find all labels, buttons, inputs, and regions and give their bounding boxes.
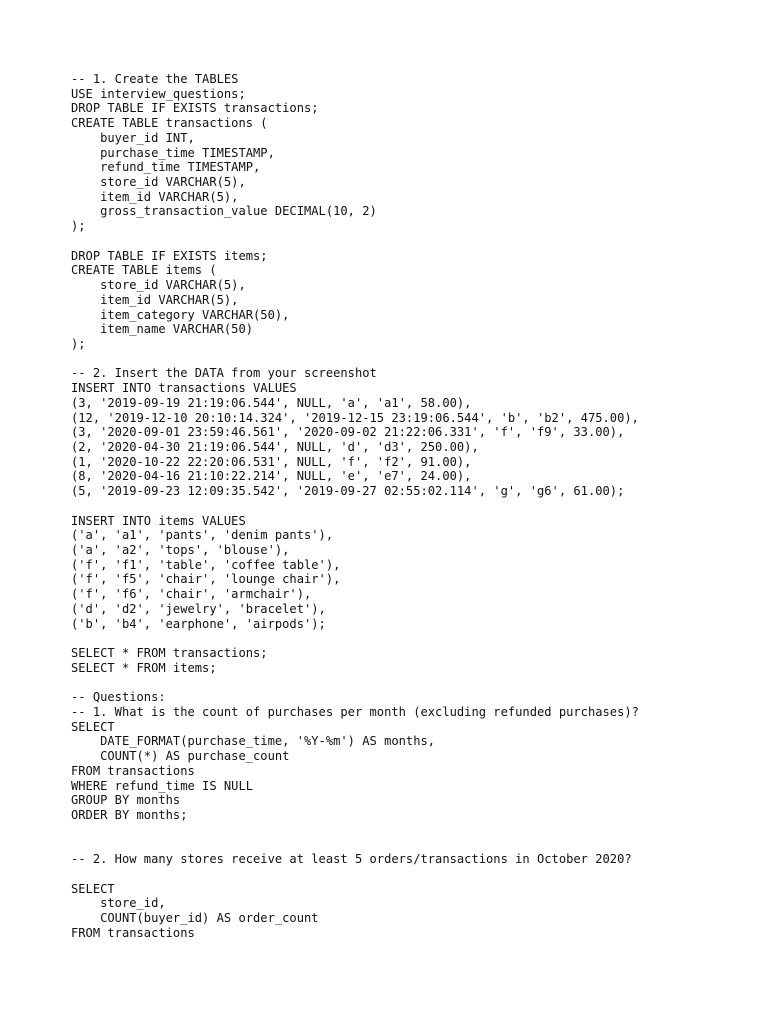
code-line: SELECT * FROM transactions; <box>71 646 268 661</box>
sql-code-block <box>71 72 639 940</box>
code-line: gross_transaction_value DECIMAL(10, 2) <box>71 204 377 219</box>
code-line: SELECT <box>71 881 115 896</box>
code-line: ); <box>71 336 86 351</box>
code-line <box>71 631 639 646</box>
code-line: FROM transactions <box>71 763 195 778</box>
code-line: COUNT(*) AS purchase_count <box>71 749 290 764</box>
code-line: ('f', 'f1', 'table', 'coffee table'), <box>71 557 341 572</box>
code-line: (5, '2019-09-23 12:09:35.542', '2019-09-27 02:55:02.114', 'g', 'g6', 61.00); <box>71 484 625 499</box>
code-line: ); <box>71 219 86 234</box>
code-line: item_id VARCHAR(5), <box>71 292 239 307</box>
code-line: CREATE TABLE transactions ( <box>71 116 268 131</box>
code-line <box>71 837 639 852</box>
code-line: INSERT INTO transactions VALUES <box>71 381 297 396</box>
code-line: CREATE TABLE items ( <box>71 263 217 278</box>
code-line: ('f', 'f5', 'chair', 'lounge chair'), <box>71 572 341 587</box>
code-line: purchase_time TIMESTAMP, <box>71 145 275 160</box>
code-line: ('d', 'd2', 'jewelry', 'bracelet'), <box>71 601 326 616</box>
code-line: ('f', 'f6', 'chair', 'armchair'), <box>71 587 312 602</box>
code-line <box>71 823 639 838</box>
code-line: FROM transactions <box>71 925 195 940</box>
code-line: -- 2. Insert the DATA from your screenshot <box>71 366 377 381</box>
code-line: item_id VARCHAR(5), <box>71 189 239 204</box>
code-line <box>71 352 639 367</box>
code-line <box>71 234 639 249</box>
code-line: -- 1. What is the count of purchases per month (excluding refunded purchases)? <box>71 704 639 719</box>
code-line: INSERT INTO items VALUES <box>71 513 246 528</box>
code-line: GROUP BY months <box>71 793 181 808</box>
code-line: (3, '2019-09-19 21:19:06.544', NULL, 'a', 'a1', 58.00), <box>71 395 472 410</box>
code-line: WHERE refund_time IS NULL <box>71 778 254 793</box>
code-line: ORDER BY months; <box>71 807 188 822</box>
code-line: SELECT * FROM items; <box>71 660 217 675</box>
code-line: buyer_id INT, <box>71 130 195 145</box>
code-line: -- 1. Create the TABLES <box>71 72 239 86</box>
code-line: USE interview_questions; <box>71 86 246 101</box>
code-line: item_name VARCHAR(50) <box>71 322 254 337</box>
code-line: (3, '2020-09-01 23:59:46.561', '2020-09-02 21:22:06.331', 'f', 'f9', 33.00), <box>71 425 625 440</box>
code-line: (1, '2020-10-22 22:20:06.531', NULL, 'f', 'f2', 91.00), <box>71 454 472 469</box>
code-line: refund_time TIMESTAMP, <box>71 160 261 175</box>
code-line: item_category VARCHAR(50), <box>71 307 290 322</box>
code-line: (12, '2019-12-10 20:10:14.324', '2019-12-15 23:19:06.544', 'b', 'b2', 475.00), <box>71 410 639 425</box>
code-line <box>71 867 639 882</box>
code-line: ('b', 'b4', 'earphone', 'airpods'); <box>71 616 326 631</box>
code-line: store_id, <box>71 896 166 911</box>
code-line: store_id VARCHAR(5), <box>71 175 246 190</box>
code-line: DROP TABLE IF EXISTS transactions; <box>71 101 319 116</box>
code-line: SELECT <box>71 719 115 734</box>
code-line: -- 2. How many stores receive at least 5 orders/transactions in October 2020? <box>71 852 632 867</box>
code-line: store_id VARCHAR(5), <box>71 278 246 293</box>
code-line <box>71 499 639 514</box>
code-line: DROP TABLE IF EXISTS items; <box>71 248 268 263</box>
code-line: (8, '2020-04-16 21:10:22.214', NULL, 'e', 'e7', 24.00), <box>71 469 472 484</box>
code-line: -- Questions: <box>71 690 166 705</box>
code-line: (2, '2020-04-30 21:19:06.544', NULL, 'd', 'd3', 250.00), <box>71 439 479 454</box>
code-line: COUNT(buyer_id) AS order_count <box>71 910 319 925</box>
code-line: ('a', 'a1', 'pants', 'denim pants'), <box>71 528 334 543</box>
code-line: DATE_FORMAT(purchase_time, '%Y-%m') AS months, <box>71 734 436 749</box>
code-line: ('a', 'a2', 'tops', 'blouse'), <box>71 543 290 557</box>
code-line <box>71 675 639 690</box>
